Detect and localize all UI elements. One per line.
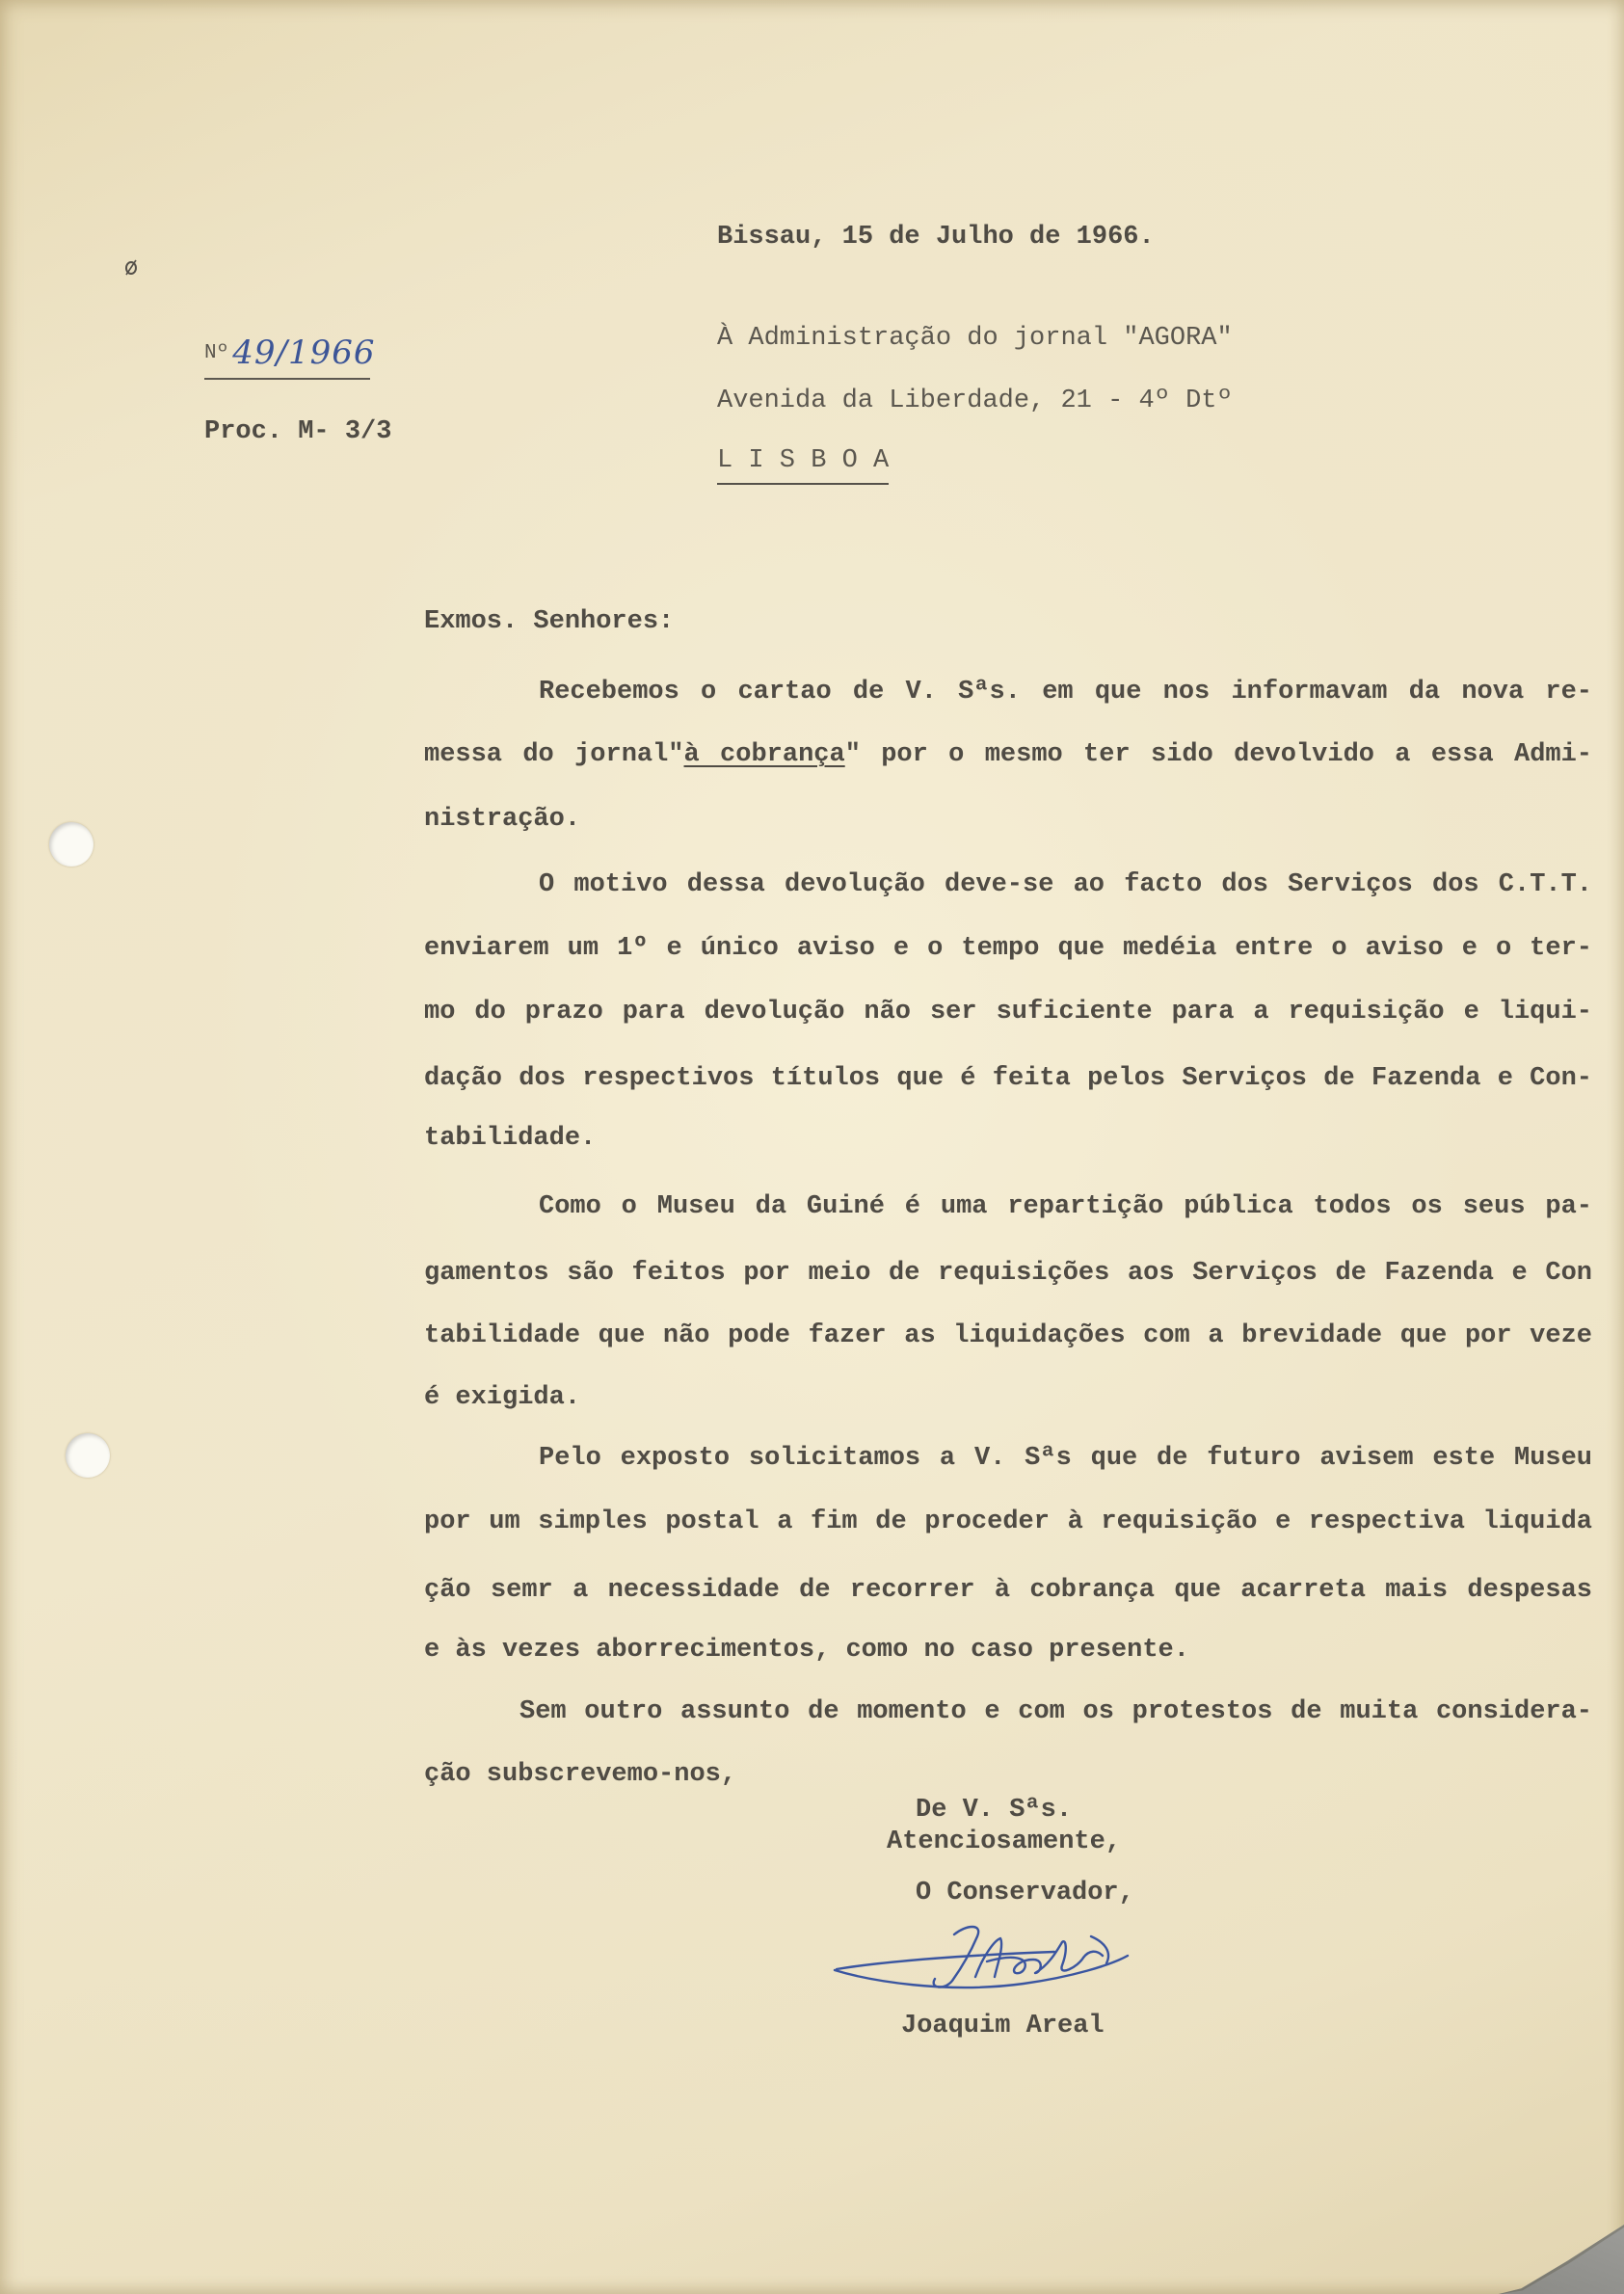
- body-line: Como o Museu da Guiné é uma repartição pública todos os seus pa-: [539, 1192, 1592, 1221]
- address-city: L I S B O A: [717, 444, 889, 485]
- body-text-segment: messa do jornal": [424, 740, 684, 769]
- body-line: ção subscrevemo-nos,: [424, 1760, 737, 1789]
- body-line: mo do prazo para devolução não ser suficiente para a requisição e liqui-: [424, 998, 1592, 1027]
- closing-valediction: Atenciosamente,: [887, 1827, 1122, 1856]
- signatory-name: Joaquim Areal: [901, 2012, 1105, 2041]
- body-line: por um simples postal a fim de proceder à requisição e respectiva liquida: [424, 1507, 1592, 1536]
- body-text-segment: " por o mesmo ter sido devolvido a essa Admi-: [844, 740, 1593, 769]
- punch-hole: [66, 1433, 110, 1478]
- salutation: Exmos. Senhores:: [424, 607, 675, 636]
- closing-role: O Conservador,: [916, 1879, 1134, 1907]
- reference-number: [204, 333, 376, 380]
- body-line: e às vezes aborrecimentos, como no caso presente.: [424, 1636, 1189, 1665]
- body-line: dação dos respectivos títulos que é feita pelos Serviços de Fazenda e Con-: [424, 1064, 1592, 1093]
- body-line: Pelo exposto solicitamos a V. Sªs que de futuro avisem este Museu: [539, 1444, 1592, 1473]
- body-line: Sem outro assunto de momento e com os protestos de muita considera-: [519, 1697, 1592, 1726]
- address-line-1: À Administração do jornal "AGORA": [717, 324, 1233, 353]
- body-line: tabilidade.: [424, 1124, 597, 1153]
- underlined-phrase: à cobrança: [683, 740, 845, 769]
- body-line: tabilidade que não pode fazer as liquidações com a brevidade que por veze: [424, 1321, 1592, 1350]
- address-line-2: Avenida da Liberdade, 21 - 4º Dtº: [717, 387, 1233, 415]
- body-line: [424, 738, 1592, 771]
- body-line: é exigida.: [424, 1383, 581, 1412]
- date-line: Bissau, 15 de Julho de 1966.: [717, 223, 1155, 252]
- signature: [831, 1917, 1133, 2005]
- process-number: Proc. M- 3/3: [204, 417, 392, 446]
- ink-mark-icon: [121, 256, 141, 278]
- closing-courtesy: De V. Sªs.: [916, 1796, 1073, 1825]
- body-line: enviarem um 1º e único aviso e o tempo que medéia entre o aviso e o ter-: [424, 934, 1592, 963]
- punch-hole: [49, 822, 93, 867]
- body-line: gamentos são feitos por meio de requisições aos Serviços de Fazenda e Con: [424, 1259, 1592, 1288]
- reference-handwritten-number: 49/1966: [232, 333, 376, 372]
- body-line: ção semr a necessidade de recorrer à cobrança que acarreta mais despesas: [424, 1576, 1592, 1605]
- body-line: O motivo dessa devolução deve-se ao facto dos Serviços dos C.T.T.: [539, 870, 1592, 899]
- torn-corner: [1499, 2225, 1624, 2294]
- body-line: Recebemos o cartao de V. Sªs. em que nos informavam da nova re-: [539, 678, 1592, 707]
- body-line: nistração.: [424, 805, 581, 834]
- reference-prefix: Nº: [204, 342, 229, 364]
